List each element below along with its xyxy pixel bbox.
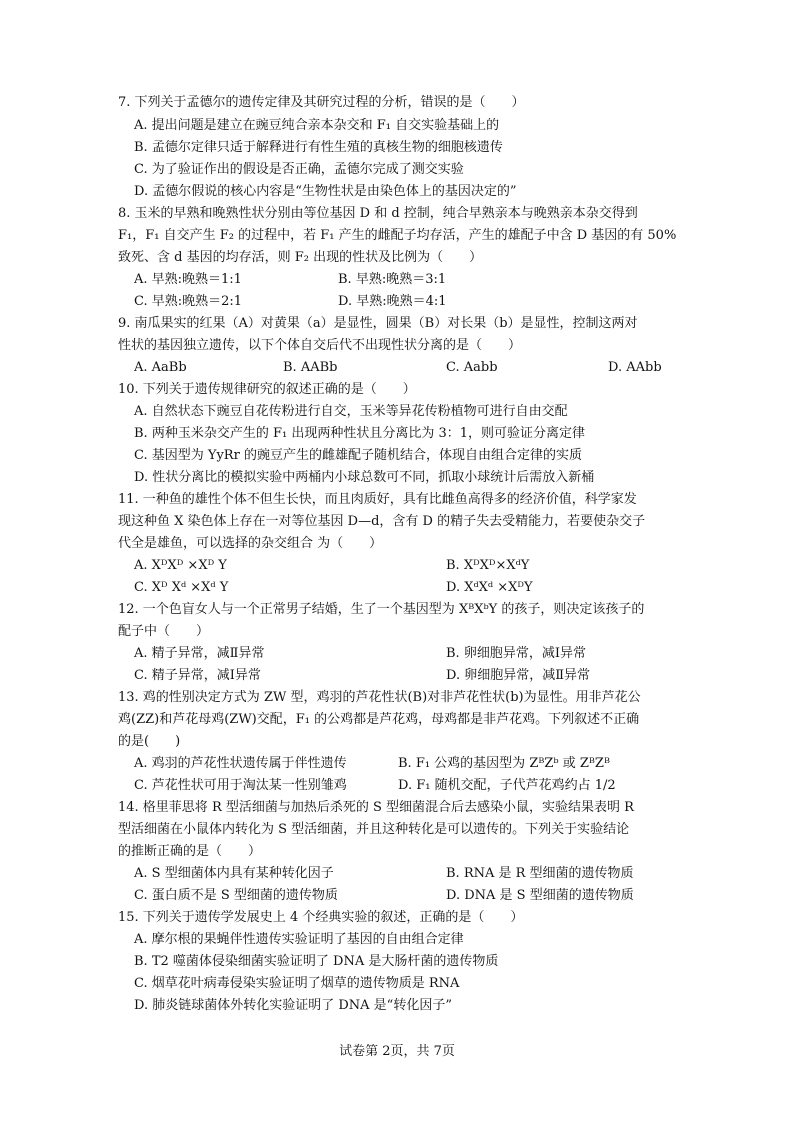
- question-10-option-b: B. 两种玉米杂交产生的 F₁ 出现两种性状且分离比为 3：1，则可验证分离定律: [134, 426, 585, 441]
- question-12-option-d: D. 卵细胞异常，减Ⅱ异常: [446, 668, 591, 683]
- question-15-option-a: A. 摩尔根的果蝇伴性遗传实验证明了基因的自由组合定律: [134, 932, 464, 947]
- question-14-stem-line1: 14. 格里菲思将 R 型活细菌与加热后杀死的 S 型细菌混合后去感染小鼠，实验结果表明 R: [118, 800, 634, 815]
- question-8-stem-line1: 8. 玉米的早熟和晚熟性状分别由等位基因 D 和 d 控制，纯合早熟亲本与晚熟亲本杂交得到: [118, 206, 638, 221]
- question-14-option-b: B. RNA 是 R 型细菌的遗传物质: [446, 866, 634, 881]
- question-10-option-c: C. 基因型为 YyRr 的豌豆产生的雌雄配子随机结合，体现自由组合定律的实质: [134, 448, 582, 463]
- question-9-option-a: A. AaBb: [134, 360, 187, 375]
- question-14-option-a: A. S 型细菌体内具有某种转化因子: [134, 866, 334, 881]
- question-14-option-c: C. 蛋白质不是 S 型细菌的遗传物质: [134, 888, 338, 903]
- question-15-stem: 15. 下列关于遗传学发展史上 4 个经典实验的叙述，正确的是（ ）: [118, 910, 524, 925]
- question-9-option-c: C. Aabb: [446, 360, 498, 375]
- question-13-stem-line3: 的是( ): [118, 734, 181, 749]
- question-11-stem-line1: 11. 一种鱼的雄性个体不但生长快，而且肉质好，具有比雌鱼高得多的经济价值，科学家发: [118, 492, 637, 507]
- question-9-stem-line1: 9. 南瓜果实的红果（A）对黄果（a）是显性，圆果（B）对长果（b）是显性，控制这两对: [118, 316, 638, 331]
- question-14-option-d: D. DNA 是 S 型细菌的遗传物质: [446, 888, 634, 903]
- question-8-stem-line3: 致死、含 d 基因的均存活，则 F₂ 出现的性状及比例为（ ）: [118, 250, 483, 265]
- question-10-option-d: D. 性状分离比的模拟实验中两桶内小球总数可不同，抓取小球统计后需放入新桶: [134, 470, 595, 485]
- question-13-stem-line2: 鸡(ZZ)和芦花母鸡(ZW)交配，F₁ 的公鸡都是芦花鸡，母鸡都是非芦花鸡。下列叙述不正确: [118, 712, 640, 727]
- question-12-option-a: A. 精子异常，减Ⅱ异常: [134, 646, 265, 661]
- question-7-option-d: D. 孟德尔假说的核心内容是“生物性状是由染色体上的基因决定的”: [134, 184, 517, 199]
- question-14-stem-line3: 的推断正确的是（ ）: [118, 844, 262, 859]
- question-10-stem: 10. 下列关于遗传规律研究的叙述正确的是（ ）: [118, 382, 416, 397]
- question-11-stem-line2: 现这种鱼 X 染色体上存在一对等位基因 D—d，含有 D 的精子失去受精能力，若要使杂交子: [118, 514, 646, 529]
- question-13-stem-line1: 13. 鸡的性别决定方式为 ZW 型，鸡羽的芦花性状(B)对非芦花性状(b)为显性。用非芦花公: [118, 690, 641, 705]
- question-12-stem-line1: 12. 一个色盲女人与一个正常男子结婚，生了一个基因型为 XᴮXᵇY 的孩子，则决定该孩子的: [118, 602, 645, 617]
- question-7-option-c: C. 为了验证作出的假设是否正确，孟德尔完成了测交实验: [134, 162, 464, 177]
- question-14-stem-line2: 型活细菌在小鼠体内转化为 S 型活细菌，并且这种转化是可以遗传的。下列关于实验结论: [118, 822, 630, 837]
- question-9-option-b: B. AABb: [283, 360, 338, 375]
- question-9-option-d: D. AAbb: [608, 360, 662, 375]
- question-8-option-a: A. 早熟:晚熟＝1:1: [134, 272, 242, 287]
- question-8-option-c: C. 早熟:晚熟＝2:1: [134, 294, 243, 309]
- question-11-option-c: C. Xᴰ Xᵈ ×Xᵈ Y: [134, 580, 229, 595]
- question-15-option-c: C. 烟草花叶病毒侵染实验证明了烟草的遗传物质是 RNA: [134, 976, 460, 991]
- question-8-option-d: D. 早熟:晚熟＝4:1: [338, 294, 447, 309]
- question-15-option-b: B. T2 噬菌体侵染细菌实验证明了 DNA 是大肠杆菌的遗传物质: [134, 954, 499, 969]
- question-11-option-d: D. XᵈXᵈ ×XᴰY: [446, 580, 533, 595]
- question-12-option-c: C. 精子异常，减Ⅰ异常: [134, 668, 261, 683]
- question-8-stem-line2: F₁，F₁ 自交产生 F₂ 的过程中，若 F₁ 产生的雌配子均存活，产生的雄配子中含 D 基因的有 50%: [118, 228, 677, 243]
- question-10-option-a: A. 自然状态下豌豆自花传粉进行自交，玉米等异花传粉植物可进行自由交配: [134, 404, 568, 419]
- question-13-option-c: C. 芦花性状可用于淘汰某一性别雏鸡: [134, 778, 347, 793]
- question-9-stem-line2: 性状的基因独立遗传，以下个体自交后代不出现性状分离的是（ ）: [118, 338, 522, 353]
- page-footer: 试卷第 2页，共 7页: [339, 1044, 455, 1059]
- question-7-stem: 7. 下列关于孟德尔的遗传定律及其研究过程的分析，错误的是（ ）: [118, 95, 525, 110]
- question-13-option-a: A. 鸡羽的芦花性状遗传属于伴性遗传: [134, 756, 347, 771]
- question-7-option-a: A. 提出问题是建立在豌豆纯合亲本杂交和 F₁ 自交实验基础上的: [134, 118, 500, 133]
- question-12-option-b: B. 卵细胞异常，减Ⅰ异常: [446, 646, 586, 661]
- question-13-option-d: D. F₁ 随机交配，子代芦花鸡约占 1/2: [398, 778, 616, 793]
- question-13-option-b: B. F₁ 公鸡的基因型为 ZᴮZᵇ 或 ZᴮZᴮ: [398, 756, 610, 771]
- question-12-stem-line2: 配子中（ ）: [118, 624, 210, 639]
- question-11-option-a: A. XᴰXᴰ ×Xᴰ Y: [134, 558, 227, 573]
- question-11-stem-line3: 代全是雄鱼，可以选择的杂交组合 为（ ）: [118, 536, 383, 551]
- question-11-option-b: B. XᴰXᴰ×XᵈY: [446, 558, 530, 573]
- question-15-option-d: D. 肺炎链球菌体外转化实验证明了 DNA 是“转化因子”: [134, 998, 452, 1013]
- question-7-option-b: B. 孟德尔定律只适于解释进行有性生殖的真核生物的细胞核遗传: [134, 140, 503, 155]
- question-8-option-b: B. 早熟:晚熟＝3:1: [338, 272, 447, 287]
